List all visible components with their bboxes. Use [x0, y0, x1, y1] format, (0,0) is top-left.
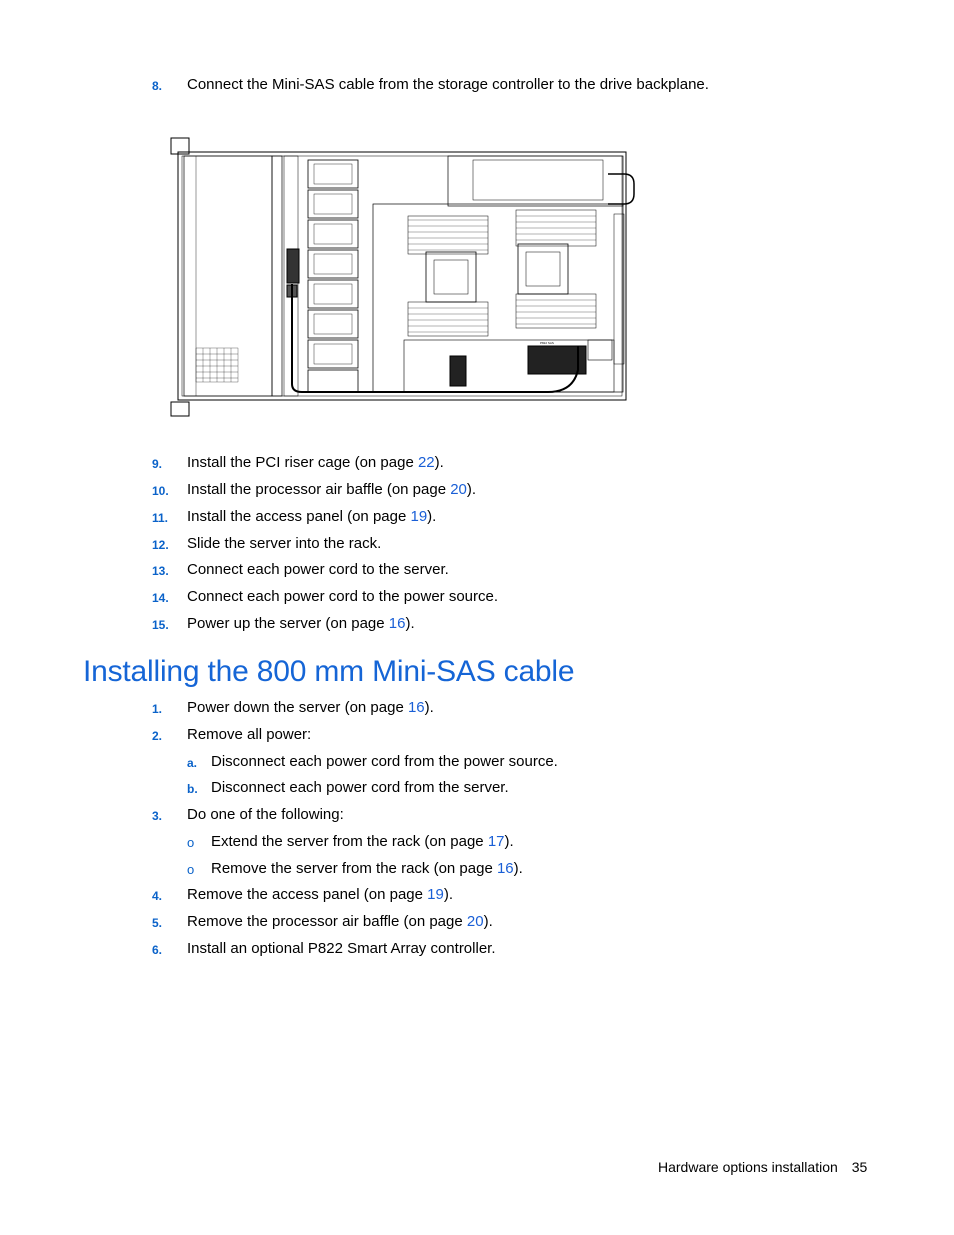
page-link-16[interactable]: 16 [388, 615, 406, 632]
step-text: Slide the server into the rack. [187, 535, 382, 552]
step-text-pre: Remove the server from the rack (on page [211, 860, 497, 877]
step-number: 6. [152, 943, 163, 957]
step-text [187, 699, 434, 717]
page-link-22[interactable]: 22 [417, 454, 435, 471]
substep-letter: a. [187, 756, 198, 770]
step-text-post: ). [434, 454, 444, 471]
step-number: 4. [152, 889, 163, 903]
step-text [187, 886, 453, 904]
rack-ear-bottom [171, 402, 189, 416]
footer-title: Hardware options installation [658, 1159, 838, 1175]
step-number: 14. [152, 591, 169, 605]
backplane-connector [287, 249, 299, 283]
step-text-post: ). [466, 481, 477, 498]
step-text-pre: Remove the access panel (on page [187, 886, 428, 903]
step-number: 13. [152, 564, 169, 578]
bullet: o [187, 862, 195, 877]
server-diagram [168, 134, 638, 418]
section-heading: Installing the 800 mm Mini-SAS cable [83, 655, 575, 688]
step-number: 9. [152, 457, 163, 471]
fan-modules [308, 160, 358, 392]
step-text-post: ). [424, 699, 434, 716]
step-text-post: ). [427, 508, 437, 525]
step-text: Connect each power cord to the server. [187, 561, 449, 578]
step-text-pre: Install the PCI riser cage (on page [187, 454, 418, 471]
step-number: 8. [152, 79, 163, 93]
step-text [211, 833, 514, 851]
page-link-19[interactable]: 19 [410, 508, 428, 525]
step-number: 15. [152, 618, 169, 632]
page-link-20[interactable]: 20 [466, 913, 484, 930]
page-footer [658, 1159, 867, 1175]
step-text: Disconnect each power cord from the server. [211, 779, 509, 796]
step-text-pre: Remove the processor air baffle (on page [187, 913, 467, 930]
vent-grid [196, 348, 238, 382]
processor-2 [518, 244, 568, 294]
step-text-post: ). [483, 913, 493, 930]
step-text-pre: Power up the server (on page [187, 615, 389, 632]
step-text: Install an optional P822 Smart Array controller. [187, 940, 496, 957]
bullet: o [187, 835, 195, 850]
step-text [187, 481, 476, 499]
step-text [187, 913, 493, 931]
step-text: Connect each power cord to the power source. [187, 588, 499, 605]
drive-backplane [272, 156, 282, 396]
power-supply-bay [448, 156, 623, 206]
step-text [187, 508, 436, 526]
step-text-post: ). [504, 833, 514, 850]
substep-letter: b. [187, 782, 198, 796]
step-number: 3. [152, 809, 163, 823]
step-number: 11. [152, 511, 169, 525]
step-number: 2. [152, 729, 163, 743]
step-number: 5. [152, 916, 163, 930]
step-text-pre: Extend the server from the rack (on page [211, 833, 488, 850]
step-text: Connect the Mini-SAS cable from the storage controller to the drive backplane. [187, 76, 709, 93]
step-text-pre: Power down the server (on page [187, 699, 408, 716]
page-link-17[interactable]: 17 [487, 833, 505, 850]
controller-label: P822 SAS [540, 341, 554, 345]
step-text-post: ). [513, 860, 523, 877]
step-text-post: ). [405, 615, 415, 632]
page-link-16[interactable]: 16 [407, 699, 425, 716]
step-number: 10. [152, 484, 169, 498]
page-number: 35 [851, 1159, 868, 1175]
step-text: Do one of the following: [187, 806, 344, 823]
page-link-20[interactable]: 20 [450, 481, 467, 498]
step-text: Remove all power: [187, 726, 312, 743]
step-number: 1. [152, 702, 163, 716]
step-text [187, 615, 415, 633]
psu-handle [608, 174, 634, 204]
step-text [211, 860, 523, 878]
step-text [187, 454, 444, 472]
step-text-pre: Install the processor air baffle (on page [187, 481, 451, 498]
page-link-19[interactable]: 19 [427, 886, 444, 903]
processor-1 [426, 252, 476, 302]
step-number: 12. [152, 538, 169, 552]
rear-io [614, 214, 624, 364]
page-link-16[interactable]: 16 [496, 860, 514, 877]
step-text-pre: Install the access panel (on page [187, 508, 411, 525]
step-text: Disconnect each power cord from the power source. [211, 753, 558, 770]
step-text-post: ). [443, 886, 454, 903]
